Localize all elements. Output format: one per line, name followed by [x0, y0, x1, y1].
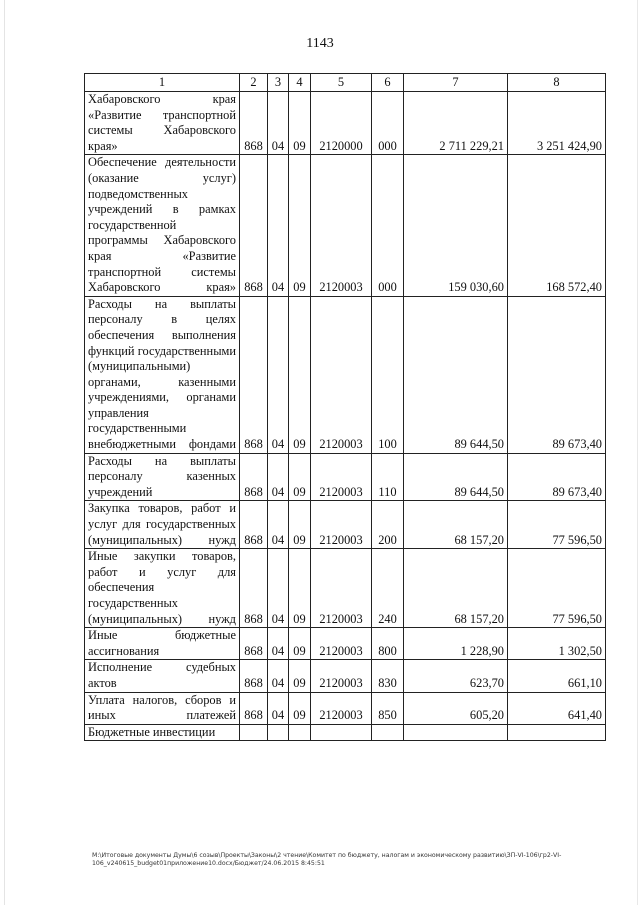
page-number: 1143 [306, 36, 334, 51]
cell-expense-type: 000 [372, 155, 404, 296]
cell-section: 04 [268, 92, 289, 155]
table-row [85, 549, 606, 628]
cell-amount-1: 68 157,20 [404, 549, 508, 628]
cell-subsection: 09 [289, 155, 311, 296]
cell-subsection: 09 [289, 660, 311, 692]
cell-subsection: 09 [289, 628, 311, 660]
cell-ministry: 868 [240, 660, 268, 692]
cell-subsection: 09 [289, 92, 311, 155]
table-row [85, 501, 606, 549]
cell-expense-type: 200 [372, 501, 404, 549]
cell-section: 04 [268, 296, 289, 453]
cell-subsection: 09 [289, 549, 311, 628]
row-name: Расходы на выплаты персоналу в целях обеспечения выполнения функций государственными (муниципальными) органами, казенными учреждениями, органами управления государственными внебюджетными фондами [85, 296, 240, 453]
cell-target-article: 2120000 [311, 92, 372, 155]
cell-expense-type: 240 [372, 549, 404, 628]
cell-expense-type [372, 724, 404, 741]
cell-amount-1: 623,70 [404, 660, 508, 692]
cell-amount-2: 641,40 [508, 692, 606, 724]
row-name: Уплата налогов, сборов и иных платежей [85, 692, 240, 724]
cell-amount-2: 168 572,40 [508, 155, 606, 296]
cell-subsection: 09 [289, 692, 311, 724]
cell-section [268, 724, 289, 741]
row-name: Иные бюджетные ассигнования [85, 628, 240, 660]
cell-expense-type: 000 [372, 92, 404, 155]
cell-amount-2: 77 596,50 [508, 501, 606, 549]
table-row [85, 628, 606, 660]
cell-ministry: 868 [240, 501, 268, 549]
cell-expense-type: 110 [372, 453, 404, 501]
cell-amount-1: 1 228,90 [404, 628, 508, 660]
row-name: Закупка товаров, работ и услуг для государственных (муниципальных) нужд [85, 501, 240, 549]
document-path-footer [92, 852, 612, 868]
cell-amount-1: 2 711 229,21 [404, 92, 508, 155]
cell-expense-type: 100 [372, 296, 404, 453]
header-col-1: 1 [85, 74, 240, 92]
cell-amount-1 [404, 724, 508, 741]
budget-table [84, 73, 606, 741]
cell-subsection [289, 724, 311, 741]
cell-ministry: 868 [240, 92, 268, 155]
cell-expense-type: 830 [372, 660, 404, 692]
cell-ministry: 868 [240, 453, 268, 501]
cell-amount-2: 77 596,50 [508, 549, 606, 628]
footer-line-2: 106_v240615_budget01приложение10.docx/Бюджет/24.06.2015 8:45:51 [92, 860, 325, 867]
table-row [85, 453, 606, 501]
cell-target-article: 2120003 [311, 660, 372, 692]
cell-section: 04 [268, 660, 289, 692]
cell-amount-2: 1 302,50 [508, 628, 606, 660]
row-name: Иные закупки товаров, работ и услуг для обеспечения государственных (муниципальных) нужд [85, 549, 240, 628]
header-col-2: 2 [240, 74, 268, 92]
cell-target-article: 2120003 [311, 501, 372, 549]
cell-ministry: 868 [240, 628, 268, 660]
cell-section: 04 [268, 501, 289, 549]
cell-amount-2: 3 251 424,90 [508, 92, 606, 155]
scan-left-edge [4, 0, 5, 905]
cell-amount-1: 89 644,50 [404, 453, 508, 501]
cell-expense-type: 850 [372, 692, 404, 724]
header-col-4: 4 [289, 74, 311, 92]
cell-amount-1: 68 157,20 [404, 501, 508, 549]
table-row [85, 155, 606, 296]
header-col-8: 8 [508, 74, 606, 92]
row-name: Бюджетные инвестиции [85, 724, 240, 741]
cell-amount-2 [508, 724, 606, 741]
table-row [85, 296, 606, 453]
cell-amount-2: 89 673,40 [508, 453, 606, 501]
cell-target-article: 2120003 [311, 692, 372, 724]
table-row [85, 724, 606, 741]
cell-target-article [311, 724, 372, 741]
cell-amount-1: 89 644,50 [404, 296, 508, 453]
cell-ministry: 868 [240, 296, 268, 453]
row-name: Хабаровского края «Развитие транспортной системы Хабаровского края» [85, 92, 240, 155]
scan-right-edge [637, 0, 638, 905]
cell-target-article: 2120003 [311, 155, 372, 296]
row-name: Обеспечение деятельности (оказание услуг) подведомственных учреждений в рамках государственной программы Хабаровского края «Развитие транспортной системы Хабаровского края» [85, 155, 240, 296]
table-header-row [85, 74, 606, 92]
cell-section: 04 [268, 155, 289, 296]
table-row [85, 660, 606, 692]
table-row [85, 692, 606, 724]
cell-ministry: 868 [240, 692, 268, 724]
cell-section: 04 [268, 692, 289, 724]
cell-expense-type: 800 [372, 628, 404, 660]
cell-subsection: 09 [289, 501, 311, 549]
cell-target-article: 2120003 [311, 453, 372, 501]
cell-amount-2: 661,10 [508, 660, 606, 692]
table-row [85, 92, 606, 155]
header-col-3: 3 [268, 74, 289, 92]
cell-ministry: 868 [240, 155, 268, 296]
footer-line-1: М:\Итоговые документы Думы\6 созыв\Проекты\Законы\2 чтение\Комитет по бюджету, налогам и экономическому развитию\ЗП-VI-106\гр2-VI- [92, 852, 562, 859]
cell-target-article: 2120003 [311, 628, 372, 660]
cell-section: 04 [268, 628, 289, 660]
cell-section: 04 [268, 549, 289, 628]
cell-ministry: 868 [240, 549, 268, 628]
header-col-7: 7 [404, 74, 508, 92]
cell-amount-2: 89 673,40 [508, 296, 606, 453]
header-col-6: 6 [372, 74, 404, 92]
cell-subsection: 09 [289, 453, 311, 501]
cell-amount-1: 605,20 [404, 692, 508, 724]
cell-subsection: 09 [289, 296, 311, 453]
row-name: Исполнение судебных актов [85, 660, 240, 692]
cell-target-article: 2120003 [311, 549, 372, 628]
header-col-5: 5 [311, 74, 372, 92]
cell-amount-1: 159 030,60 [404, 155, 508, 296]
cell-target-article: 2120003 [311, 296, 372, 453]
row-name: Расходы на выплаты персоналу казенных учреждений [85, 453, 240, 501]
cell-ministry [240, 724, 268, 741]
cell-section: 04 [268, 453, 289, 501]
